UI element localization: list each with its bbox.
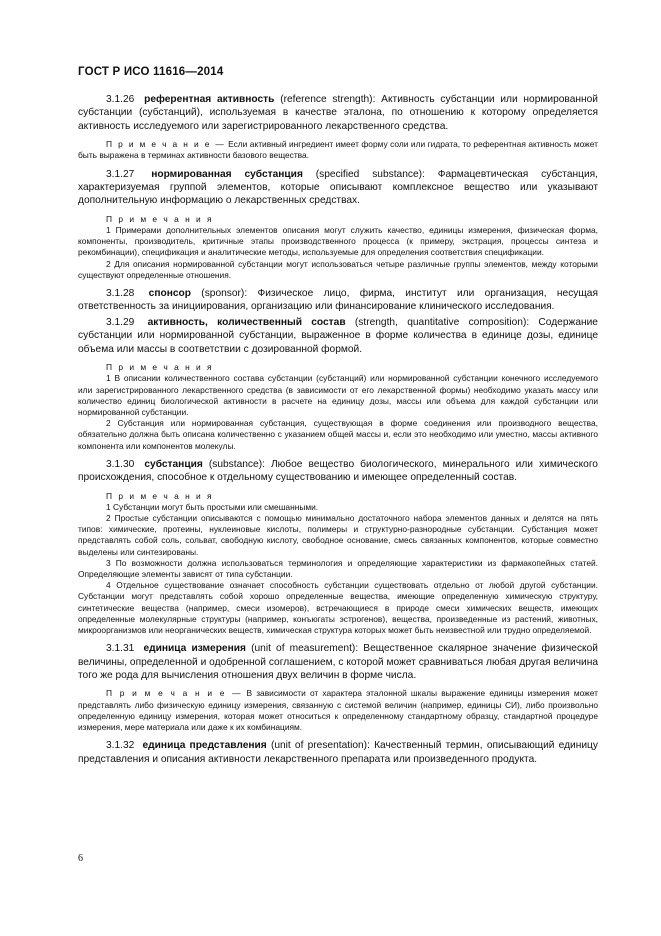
term-definition: (unit of presentation): Качественный термин, описывающий единицу представления и описания активности лекарственного препарата или произведенного продукта. (78, 740, 598, 765)
term-number: 3.1.30 (106, 458, 135, 470)
note-item: 1 Субстанции могут быть простыми или смешанными. (106, 501, 319, 512)
term-number: 3.1.26 (106, 94, 135, 105)
term-definition: (reference strength): Активность субстанции или нормированной субстанции (субстанций), используемая в качестве эталона, по отношению к которому определяется активность исследуемого или зарегистрированного лекарственного средства. (78, 94, 598, 132)
term-entry-3-1-30 (78, 458, 598, 636)
term-name: субстанция (144, 458, 203, 470)
note-item: 4 Отдельное существование означает способность субстанции существовать отдельно от любой другой субстанции. Субстанции могут представлять собой хорошо определенные вещества, имеющие определенную химическую структуру, синтетические вещества (например, смеси изомеров), встречающиеся в природе смеси химических веществ, имеющих определенные молекулярные структуры (например, конъюгаты эстрогенов), вещества, произведенные из растений, животных, микроорганизмов или неорганических веществ, химическая структура которых может быть неизвестной или трудно определяемой. (78, 580, 598, 635)
term-definition: (strength, quantitative composition): Содержание субстанции или нормированной субстанции, выраженное в форме количества в единице дозы, единице объема или массы в соответствии с дозированной формой. (78, 316, 598, 355)
term-definition: (substance): Любое вещество биологического, минерального или химического происхождения, способное к отдельному существованию и имеющее определенный состав. (78, 458, 598, 484)
term-entry-3-1-29 (78, 316, 598, 452)
note-label: П р и м е ч а н и е — (106, 688, 243, 699)
note-paragraph (78, 688, 598, 733)
notes-title: П р и м е ч а н и я (106, 362, 214, 373)
term-entry-3-1-28 (78, 287, 598, 314)
notes-title: П р и м е ч а н и я (106, 490, 214, 501)
page-number: 6 (78, 853, 83, 864)
term-number: 3.1.27 (106, 168, 135, 180)
note-text: Если активный ингредиент имеет форму соли или гидрата, то референтная активность может быть выражена в терминах активности базового вещества. (78, 139, 599, 161)
document-body (78, 93, 598, 772)
note-item: 3 По возможности должна использоваться терминология и определяющие характеристики из фармакопейных статей. Определяющие элементы зависят от типа субстанции. (78, 557, 598, 579)
term-name: нормированная субстанция (151, 168, 303, 180)
term-paragraph (78, 93, 598, 133)
term-definition: (specified substance): Фармацевтическая субстанция, характеризуемая группой элементов, которые описывают комплексное вещество или указывают дополнительную информацию о лекарственных средствах. (78, 168, 598, 207)
term-name: референтная активность (144, 94, 275, 105)
note-item: 1 Примерами дополнительных элементов описания могут служить качество, единицы измерения, физическая форма, компоненты, производитель, критичные этапы производственного процесса (к примеру, экстрация, процессы синтеза и рекомбинации), спецификация и аналитические методы, используемые для определения соответствия спецификации. (78, 225, 598, 258)
note-paragraph (78, 139, 598, 161)
term-entry-3-1-26 (78, 93, 598, 162)
term-name: активность, количественный состав (147, 316, 346, 328)
term-paragraph (78, 458, 598, 485)
note-text: В зависимости от характера эталонной шкалы выражение единицы измерения может представлять либо физическую единицу измерения, связанную с системой величин (например, единицы СИ), либо произвольно определенную единицу измерения, которая может относиться к определенному стандартному образцу, стандартной процедуре измерения, мере материала или даже к их комбинациям. (78, 688, 598, 732)
term-paragraph (78, 316, 598, 356)
term-number: 3.1.28 (106, 288, 135, 300)
term-entry-3-1-27 (78, 168, 598, 281)
term-paragraph (78, 739, 598, 766)
term-entry-3-1-32 (78, 739, 598, 766)
note-item: 2 Субстанция или нормированная субстанция, существующая в форме соединения или производного вещества, обязательно должна быть описана количественно с указанием общей массы и, если это необходимо или уместно, массы активного компонента или компонентов молекулы. (78, 418, 598, 451)
term-name: единица представления (142, 740, 267, 752)
term-definition: (unit of measurement): Вещественное скалярное значение физической величины, определенной и одобренной соглашением, с которой может сравниваться любая другая величина того же рода для вычисления отношения двух величин в форме числа. (78, 643, 598, 681)
term-number: 3.1.31 (106, 643, 135, 655)
term-entry-3-1-31 (78, 642, 598, 733)
note-item: 1 В описании количественного состава субстанции (субстанций) или нормированной субстанции конечного исследуемого или зарегистрированного лекарственного средства (в зависимости от его лекарственной формы) необходимо указать массу или количество единиц биологической активности в расчете на единицу дозы, массы или объема для каждой субстанции или нормированной субстанции. (78, 373, 598, 417)
term-paragraph (78, 287, 598, 314)
term-name: спонсор (148, 288, 191, 300)
document-header: ГОСТ Р ИСО 11616—2014 (78, 66, 224, 78)
note-label: П р и м е ч а н и е — (106, 139, 226, 150)
term-name: единица измерения (143, 643, 246, 655)
term-number: 3.1.29 (106, 316, 135, 328)
term-number: 3.1.32 (106, 740, 135, 752)
notes-title: П р и м е ч а н и я (106, 213, 214, 224)
note-item: 2 Для описания нормированной субстанции могут использоваться четыре различные группы элементов, между которыми существуют определенные отношения. (78, 258, 598, 280)
term-paragraph (78, 168, 598, 208)
note-item: 2 Простые субстанции описываются с помощью минимально достаточного набора элементов данных и делятся на пять типов: химические, протеины, нуклеиновые кислоты, полимеры и структурно-разнородные субстанции. Субстанция может представлять собой соль, сольват, свободную кислоту, свободное основание, смесь связанных компонентов, которые совместно выделены или синтезированы. (78, 512, 598, 557)
term-paragraph (78, 642, 598, 682)
term-definition: (sponsor): Физическое лицо, фирма, институт или организация, несущая ответственность за инициирования, организацию или финансирование клинического исследования. (78, 288, 598, 313)
